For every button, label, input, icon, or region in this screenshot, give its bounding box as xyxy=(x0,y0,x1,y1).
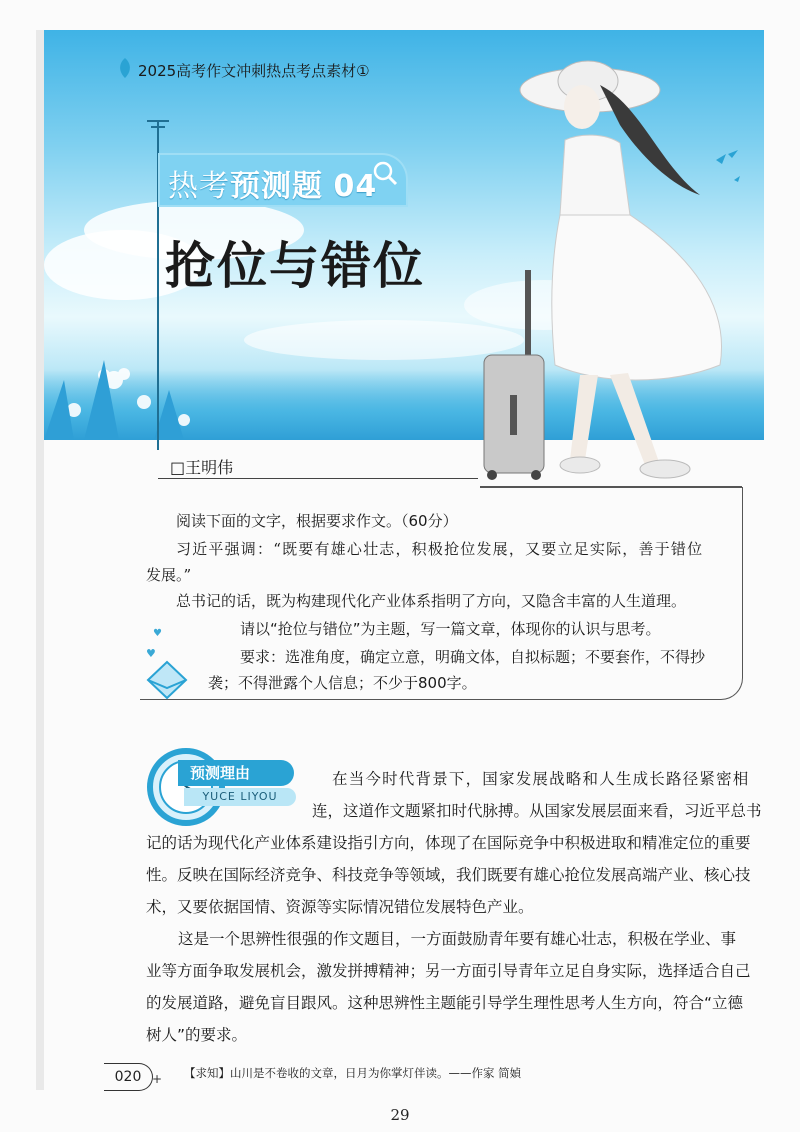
author-rule xyxy=(158,478,478,479)
clock-badge-icon xyxy=(144,742,234,832)
heart-icon: ♥ xyxy=(146,647,156,660)
series-header: 2025高考作文冲刺热点考点素材① xyxy=(138,62,370,80)
author-name: □王明伟 xyxy=(170,458,234,477)
reason-line: 的发展道路，避免盲目跟风。这种思辨性主题能引导学生理性思考人生方向，符合“立德 xyxy=(146,994,744,1012)
line-mark xyxy=(147,120,169,122)
reason-line: 在当今时代背景下，国家发展战略和人生成长路径紧密相 xyxy=(332,770,750,788)
footer-quote: 【求知】山川是不卷收的文章，日月为你掌灯伴读。——作家 简媜 xyxy=(184,1066,522,1080)
reason-line: 性。反映在国际经济竞争、科技竞争等领域，我们既要有雄心抢位发展高端产业、核心技 xyxy=(146,866,751,884)
reason-line: 业等方面争取发展机会，激发拼搏精神；另一方面引导青年立足自身实际，选择适合自己 xyxy=(146,962,751,980)
page-number: 29 xyxy=(390,1106,410,1124)
kicker-text xyxy=(168,161,377,205)
envelope-icon xyxy=(146,652,188,702)
reason-line: 连，这道作文题紧扣时代脉搏。从国家发展层面来看，习近平总书 xyxy=(312,802,762,820)
prompt-comment: 总书记的话，既为构建现代化产业体系指明了方向，又隐含丰富的人生道理。 xyxy=(176,592,687,610)
magazine-page-label: 020 xyxy=(104,1063,153,1091)
leaf-icon xyxy=(118,58,132,78)
prompt-quote-line: 发展。” xyxy=(146,566,192,584)
prompt-quote-line: 习近平强调：“既要有雄心壮志，积极抢位发展，又要立足实际，善于错位 xyxy=(176,540,704,558)
girl-with-suitcase-illustration xyxy=(470,45,740,485)
kicker-number: 04 xyxy=(333,169,378,204)
reason-badge-label: 预测理由 xyxy=(178,760,294,786)
reason-line: 这是一个思辨性很强的作文题目，一方面鼓励青年要有雄心壮志，积极在学业、事 xyxy=(178,930,737,948)
kicker-prefix: 热考 xyxy=(168,169,230,204)
cross-mark: + xyxy=(152,1072,163,1086)
prompt-requirements: 袭；不得泄露个人信息；不少于800字。 xyxy=(208,674,477,692)
main-title: 抢位与错位 xyxy=(165,237,425,295)
prompt-requirements: 要求：选准角度，确定立意，明确文体，自拟标题；不要套作，不得抄 xyxy=(240,648,706,666)
prompt-task: 请以“抢位与错位”为主题，写一篇文章，体现你的认识与思考。 xyxy=(240,620,661,638)
reason-line: 记的话为现代化产业体系建设指引方向，体现了在国际竞争中积极进取和精准定位的重要 xyxy=(146,834,751,852)
kicker-bold: 预测题 xyxy=(230,169,323,204)
reason-badge-subtitle: YUCE LIYOU xyxy=(184,788,296,806)
magnifier-icon xyxy=(372,160,398,186)
heart-icon: ♥ xyxy=(153,628,162,639)
line-mark xyxy=(151,126,165,128)
reason-line: 术，又要依据国情、资源等实际情况错位发展特色产业。 xyxy=(146,898,534,916)
prompt-instruction: 阅读下面的文字，根据要求作文。（60分） xyxy=(176,512,458,530)
page-edge-shadow xyxy=(36,30,44,1090)
reason-line: 树人”的要求。 xyxy=(146,1026,248,1044)
